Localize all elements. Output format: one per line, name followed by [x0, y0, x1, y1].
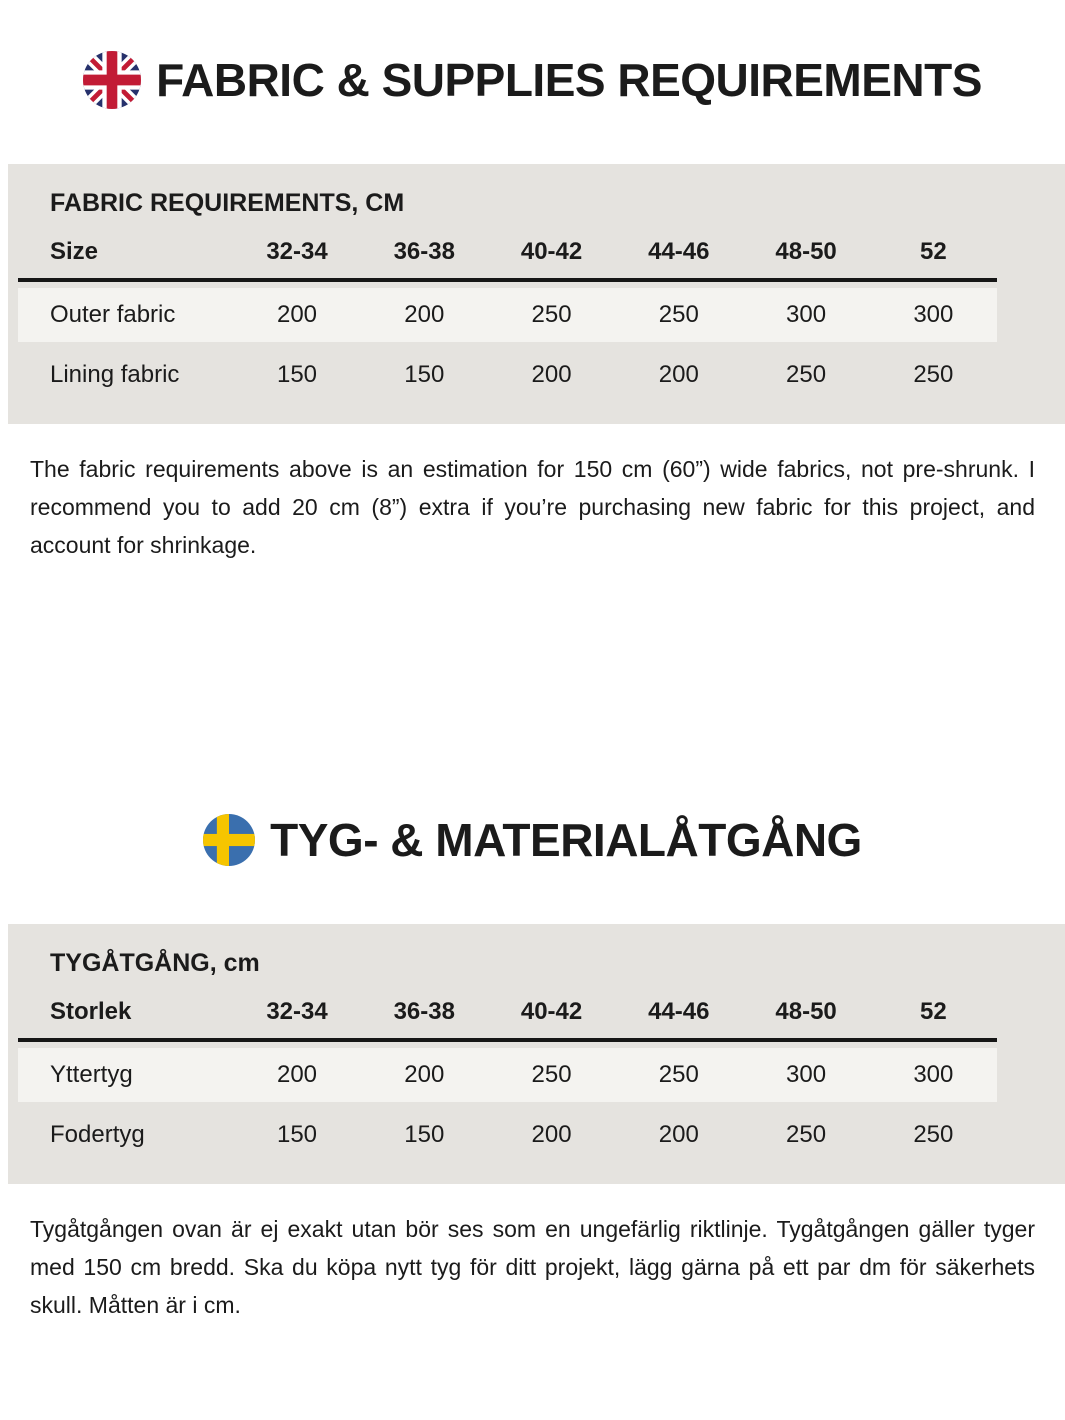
fabric-requirements-panel-swedish	[8, 924, 1065, 1184]
table-row	[18, 348, 997, 402]
table-row	[18, 1048, 997, 1102]
column-header: 36-38	[361, 230, 488, 282]
column-header: 36-38	[361, 990, 488, 1042]
uk-flag-icon	[83, 51, 141, 109]
table-cell: 200	[404, 1061, 445, 1088]
table-cell: 250	[913, 1121, 954, 1148]
table-cell: 250	[658, 1061, 699, 1088]
table-cell: 300	[913, 301, 954, 328]
table-cell: 250	[786, 1121, 827, 1148]
table-cell: 250	[786, 361, 827, 388]
table-cell: 200	[276, 301, 318, 328]
table-cell: 150	[404, 361, 445, 388]
column-header: 40-42	[488, 230, 615, 282]
table-cell: 200	[531, 1121, 572, 1148]
table-cell: 250	[913, 361, 954, 388]
table-cell: 300	[786, 301, 827, 328]
row-label: Lining fabric	[50, 361, 180, 388]
row-label: Fodertyg	[50, 1121, 145, 1148]
column-header: Size	[18, 230, 233, 282]
table-row	[18, 1108, 997, 1162]
table-title-english: FABRIC REQUIREMENTS, CM	[50, 189, 405, 217]
fabric-note-english: The fabric requirements above is an estimation for 150 cm (60”) wide fabrics, not pre-shrunk. I recommend you to add 20 cm (8”) extra if you’re purchasing new fabric for this project, and account for shrinkage.	[30, 456, 1035, 558]
table-cell: 300	[913, 1061, 954, 1088]
row-label: Outer fabric	[50, 301, 176, 328]
fabric-requirements-table-swedish	[18, 984, 997, 1168]
fabric-note-swedish: Tygåtgången ovan är ej exakt utan bör ses som en ungefärlig riktlinje. Tygåtgången gäller tyger med 150 cm bredd. Ska du köpa nytt tyg för ditt projekt, lägg gärna på ett par dm för säkerhets skull. Måtten är i cm.	[30, 1216, 1035, 1318]
column-header: 48-50	[742, 990, 869, 1042]
column-header: Storlek	[18, 990, 233, 1042]
table-cell: 250	[658, 301, 699, 328]
column-header: 48-50	[742, 230, 869, 282]
column-header: 52	[870, 230, 997, 282]
table-cell: 150	[404, 1121, 445, 1148]
column-header: 44-46	[615, 230, 742, 282]
table-cell: 300	[786, 1061, 827, 1088]
table-row	[18, 288, 997, 342]
table-cell: 200	[276, 1061, 318, 1088]
table-cell: 150	[276, 1121, 318, 1148]
table-cell: 250	[531, 1061, 572, 1088]
table-title-swedish: TYGÅTGÅNG, cm	[50, 949, 260, 977]
row-label: Yttertyg	[50, 1061, 133, 1088]
table-cell: 200	[658, 361, 699, 388]
table-cell: 200	[531, 361, 572, 388]
table-cell: 200	[658, 1121, 699, 1148]
section-header-swedish	[0, 810, 1065, 870]
column-header: 32-34	[233, 230, 360, 282]
section-header-english	[0, 50, 1065, 110]
column-header: 52	[870, 990, 997, 1042]
fabric-requirements-table-english	[18, 224, 997, 408]
table-cell: 250	[531, 301, 572, 328]
column-header: 32-34	[233, 990, 360, 1042]
column-header: 40-42	[488, 990, 615, 1042]
table-cell: 200	[404, 301, 445, 328]
section-title-english: FABRIC & SUPPLIES REQUIREMENTS	[156, 54, 982, 106]
sweden-flag-icon	[203, 814, 255, 866]
column-header: 44-46	[615, 990, 742, 1042]
section-title-swedish: TYG- & MATERIALÅTGÅNG	[270, 814, 862, 866]
table-header-row	[18, 990, 997, 1042]
fabric-requirements-panel-english	[8, 164, 1065, 424]
table-header-row	[18, 230, 997, 282]
table-cell: 150	[276, 361, 318, 388]
